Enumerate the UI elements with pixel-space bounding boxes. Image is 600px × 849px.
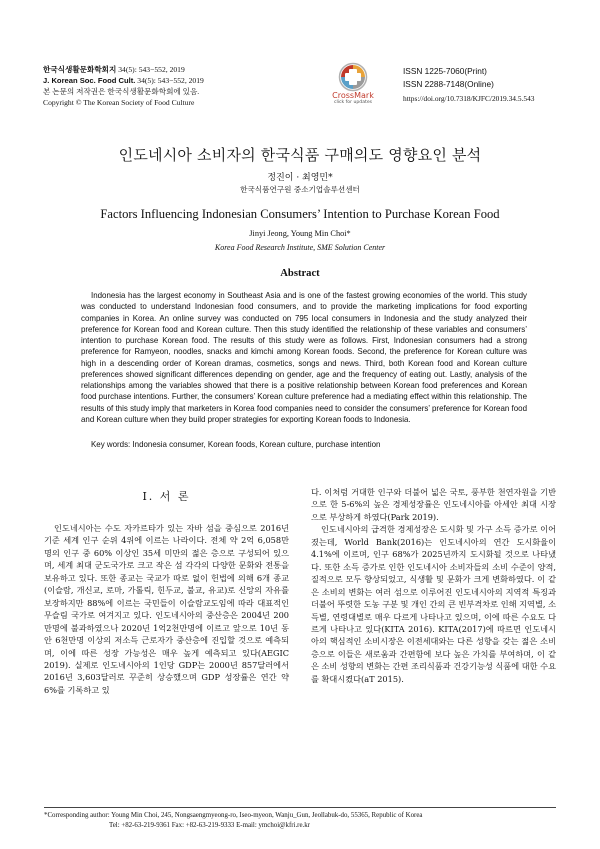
abstract-heading: Abstract [280, 268, 320, 279]
authors-en: Jinyi Jeong, Young Min Choi* [249, 229, 351, 238]
issn-online: ISSN 2288-7148(Online) [403, 79, 494, 90]
doi-link[interactable]: https://doi.org/10.7318/KJFC/2019.34.5.543 [403, 93, 535, 103]
affiliation-ko: 한국식품연구원 중소기업솔루션센터 [240, 185, 360, 194]
footnote-contact: Tel: +82-63-219-9361 Fax: +82-63-219-9333 E-mail: ymchoi@kfri.re.kr [109, 822, 310, 829]
copyright-en: Copyright © The Korean Society of Food Culture [43, 98, 195, 107]
journal-title-en-line [43, 75, 293, 86]
keywords [91, 439, 531, 450]
keywords-list: Indonesia consumer, Korean foods, Korean culture, purchase intention [130, 440, 381, 449]
intro-right-column [311, 486, 556, 685]
section-heading-intro: Ⅰ. 서 론 [142, 490, 191, 503]
authors-ko: 정진이 · 최영민* [267, 173, 333, 183]
abstract-body: Indonesia has the largest economy in Southeast Asia and is one of the fastest growing economies of the world. This study was conducted to understand Indonesian food consumers, and to provide the marketing implications for food exporting companies in Korea. An online survey was conducted on 795 local consumers in Indonesia and the study analyzed their preference for Korean food and Korean culture. Then this study identified the relationship of these variables and consumers’ intention to purchase Korean food. The results of this study were as follows. First, Indonesian consumers had a strong preference for Ramyeon, noodles, snacks and kimchi among Korean foods. Second, the preference for Korean culture was high in a descending order of Korean dramas, cosmetics, songs and news. Third, both Korean food and Korean culture preferences showed significant differences depending on gender, age and the frequency of eating out. Lastly, analysis of the relationships among the variables showed that there is a positive relationship between Korean food preferences and Korean food purchase intentions. Further, the consumers’ Korean culture preference had a mediating effect within this relationship. The results of this study imply that marketers in Korea food companies need to consider the consumers’ preference for Korean food and Korean culture when they build proper strategies for exporting Korean foods to Indonesia. [81, 291, 527, 424]
intro-right-para-1: 다. 이처럼 거대한 인구와 더불어 넓은 국토, 풍부한 천연자원을 기반으로 한 5-6%의 높은 경제성장률은 인도네시아를 아세안 최대 시장으로 부상하게 하였다(Park 2019). [311, 487, 556, 522]
crossmark-sub: click for updates [333, 100, 373, 105]
copyright-notice-ko: 본 논문의 저작권은 한국식생활문화학회에 있음. [43, 87, 200, 96]
crossmark-name: CrossMark [332, 91, 374, 100]
intro-right-para-2: 인도네시아의 급격한 경제성장은 도시화 및 가구 소득 증가로 이어졌는데, World Bank(2016)는 인도네시아의 연간 도시화율이 4.1%에 이르며, 인구 68%가 2025년까지 도시화될 것으로 나타냈다. 또한 소득 증가로 인한 인도네시아 소비자들의 소비 수준이 양적, 질적으로 모두 향상되었고, 식생활 및 문화가 크게 변화하였다. 이 같은 소비의 변화는 여러 섬으로 이루어진 인도네시아의 지역적 특징과 더불어 뚜렷한 도농 구분 및 개인 간의 큰 빈부격차로 인해 지역별, 소득별, 연령대별로 매우 다르게 나타나고 있으며, 이에 따른 수요도 다르게 나타나고 있다(KITA 2016). KITA(2017)에 따르면 인도네시아의 핵심적인 소비시장은 이전세대와는 다른 성향을 갖는 젊은 소비층으로 이들은 새로움과 간편함에 보다 높은 가치를 부여하며, 이 같은 소비 성향의 변화는 간편 조리식품과 건강기능성 식품에 대한 수요를 확대시켰다(aT 2015). [311, 524, 556, 684]
journal-volume-ko: 34(5): 543−552, 2019 [116, 65, 185, 74]
title-en: Factors Influencing Indonesian Consumers’ Intention to Purchase Korean Food [100, 207, 500, 221]
corresponding-author-footnote [44, 811, 564, 831]
intro-left-column: 인도네시아는 수도 자카르타가 있는 자바 섬을 중심으로 2016년 기준 세계 인구 순위 4위에 이르는 나라이다. 전체 약 2억 6,058만 명의 인구 중 60% 이상인 35세 미만의 젊은 층으로 구성되어 있으며, 세계 최대 군도국가로 크고 작은 섬 각각의 다양한 문화와 전통을 보유하고 있다. 또한 종교는 국교가 따로 없이 헌법에 의해 6개 종교(이슬람, 개신교, 로마, 가톨릭, 힌두교, 불교, 유교)로 신앙의 자유를 보장하지만 88%에 이르는 국민들이 이슬람교도임에 따라 대표적인 무슬림 국가로 여겨지고 있다. 인도네시아의 중산층은 2004년 200만명에 불과하였으나 2020년 1억2천만명에 이르고 앞으로 10년 동안 6천만명 이상의 저소득 근로자가 중산층에 진입할 것으로 예측되며, 이에 따른 성장 가능성은 매우 높게 예측되고 있다(AEGIC 2019). 실제로 인도네시아의 1인당 GDP는 2000년 857달러에서 2016년 3,603달러로 꾸준히 상승했으며 GDP 성장률은 연간 약 6%를 기록하고 있 [44, 523, 289, 695]
title-ko: 인도네시아 소비자의 한국식품 구매의도 영향요인 분석 [118, 146, 482, 164]
journal-header [43, 64, 293, 108]
affiliation-en: Korea Food Research Institute, SME Solution Center [214, 243, 386, 252]
journal-title-ko-line [43, 64, 293, 75]
issn-block [403, 65, 563, 105]
journal-name-ko: 한국식생활문화학회지 [43, 65, 117, 74]
journal-volume-en: 34(5): 543−552, 2019 [135, 76, 204, 85]
footnote-divider [44, 807, 556, 808]
crossmark-badge[interactable] [325, 62, 381, 105]
crossmark-icon [338, 62, 368, 92]
issn-print: ISSN 1225-7060(Print) [403, 66, 487, 76]
footnote-address: *Corresponding author: Young Min Choi, 245, Nongsaengmyeong-ro, Iseo-myeon, Wanju_Gun, Jeollabuk-do, 55365, Republic of Korea [44, 812, 423, 819]
journal-name-en: J. Korean Soc. Food Cult. [43, 76, 136, 85]
keywords-label: Key words: [91, 440, 131, 449]
